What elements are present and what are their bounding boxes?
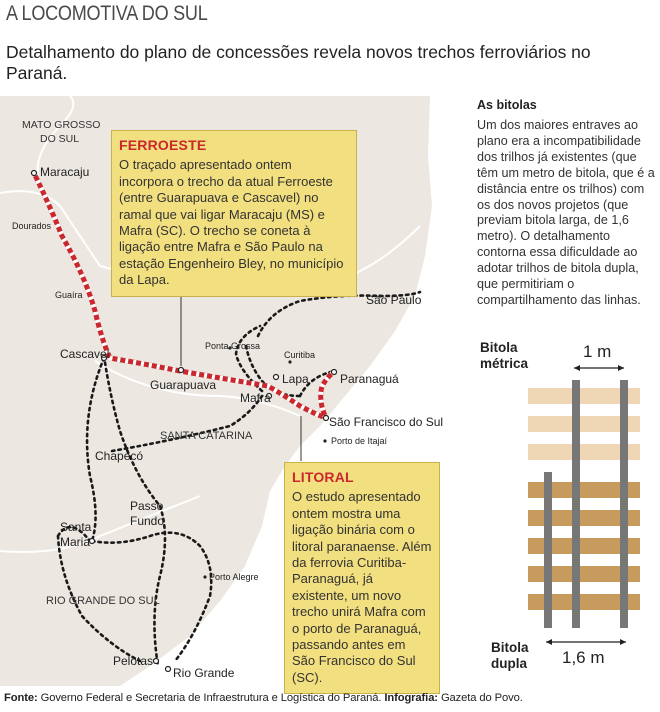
region-label-santa-catarina: SANTA CATARINA [160, 430, 253, 442]
city-marker [323, 439, 326, 442]
city-label-pelotas: Pelotas [113, 654, 154, 668]
sidebar-text: Um dos maiores entraves ao plano era a incompatibilidade dos trilhos já existentes (que têm um metro de bitola, que é a distância entre os trilhos) com os dos novos projetos (que previam bitola larga, de 1,6 metro). O detalhamento contorna essa dificuldade ao adotar trilhos de bitola dupla, que permitiriam o compartilhamento das linhas. [477, 118, 655, 307]
ferroeste-callout-text: O traçado apresentado ontem incorpora o trecho da atual Ferroeste (entre Guarapuava e Cascavel) no ramal que vai ligar Maracaju (MS) e Mafra (SC). O trecho se coneta à ligação entre Mafra e São Paulo na estação Engenheiro Bley, no município da Lapa. [119, 157, 344, 288]
city-label-porto-itajai: Porto de Itajaí [331, 436, 388, 446]
infographic-title: A LOCOMOTIVA DO SUL [6, 2, 208, 25]
region-label-rio-grande: RIO GRANDE DO SUL [46, 595, 160, 607]
metric-gauge-label [480, 340, 528, 372]
city-label-curitiba: Curitiba [284, 350, 316, 360]
double-gauge-label-1: Bitola [491, 640, 529, 655]
metric-gauge-label-1: Bitola [480, 340, 518, 355]
footer-credits [4, 692, 523, 704]
region-label-mato-grosso: DO SUL [40, 133, 80, 145]
gauge-diagram [528, 360, 642, 656]
litoral-callout [284, 462, 440, 694]
city-marker [90, 539, 95, 544]
litoral-callout-text: O estudo apresentado ontem mostra uma ligação binária com o litoral paranaense. Além da ferrovia Curitiba-Paranaguá, já existente, um novo trecho unirá Mafra com o porto de Paranaguá, passando antes em São Francisco do Sul (SC). [292, 489, 432, 685]
city-marker [179, 368, 184, 373]
credit-text: Gazeta do Povo. [440, 692, 523, 704]
metric-gauge-value: 1 m [583, 342, 612, 361]
metric-gauge-label-2: métrica [480, 356, 529, 371]
ferroeste-callout [111, 130, 357, 297]
city-label-guarapuava: Guarapuava [150, 378, 217, 392]
city-label-dourados: Dourados [12, 221, 52, 231]
city-label-santa-maria: Santa [60, 520, 92, 534]
city-label-rio-grande: Rio Grande [173, 666, 235, 680]
sidebar-title: As bitolas [477, 98, 537, 112]
city-marker [154, 659, 159, 664]
city-marker [332, 370, 337, 375]
city-label-paranagua: Paranaguá [340, 372, 399, 386]
ferroeste-callout-title: FERROESTE [119, 137, 207, 153]
city-label-chapeco: Chapecó [95, 449, 144, 463]
credit-label: Infografia: [384, 692, 438, 704]
railway-map [0, 96, 462, 686]
source-text: Governo Federal e Secretaria de Infraestrutura e Logística do Paraná. [40, 692, 382, 704]
city-label-passo-fundo: Fundo [130, 514, 165, 528]
rail [572, 380, 580, 628]
city-label-santa-maria: Maria [60, 535, 91, 549]
city-label-guaira: Guaíra [55, 290, 83, 300]
city-marker [274, 375, 279, 380]
double-gauge-label-2: dupla [491, 656, 527, 671]
city-marker [288, 360, 291, 363]
city-label-porto-alegre: Porto Alegre [209, 572, 259, 582]
double-gauge-label [491, 640, 529, 672]
infographic-subtitle: Detalhamento do plano de concessões revela novos trechos ferroviários no Paraná. [6, 42, 591, 83]
city-label-lapa: Lapa [282, 372, 309, 386]
city-label-ponta-grossa: Ponta Grossa [205, 341, 261, 351]
city-marker [32, 171, 37, 176]
city-label-sao-francisco: São Francisco do Sul [329, 415, 444, 429]
source-label: Fonte: [4, 692, 38, 704]
rail [544, 472, 552, 628]
city-label-maracaju: Maracaju [40, 165, 90, 179]
city-marker [166, 667, 171, 672]
state-border [0, 496, 200, 552]
double-gauge-value: 1,6 m [562, 648, 605, 667]
city-marker [203, 575, 206, 578]
city-label-mafra: Mafra [240, 391, 271, 405]
city-label-cascavel: Cascavel [60, 347, 110, 361]
city-label-passo-fundo: Passo [130, 499, 164, 513]
city-label-sao-paulo: São Paulo [366, 293, 422, 307]
litoral-callout-title: LITORAL [292, 469, 354, 485]
rail [620, 380, 628, 628]
region-label-mato-grosso: MATO GROSSO [22, 119, 101, 131]
city-marker [324, 416, 329, 421]
